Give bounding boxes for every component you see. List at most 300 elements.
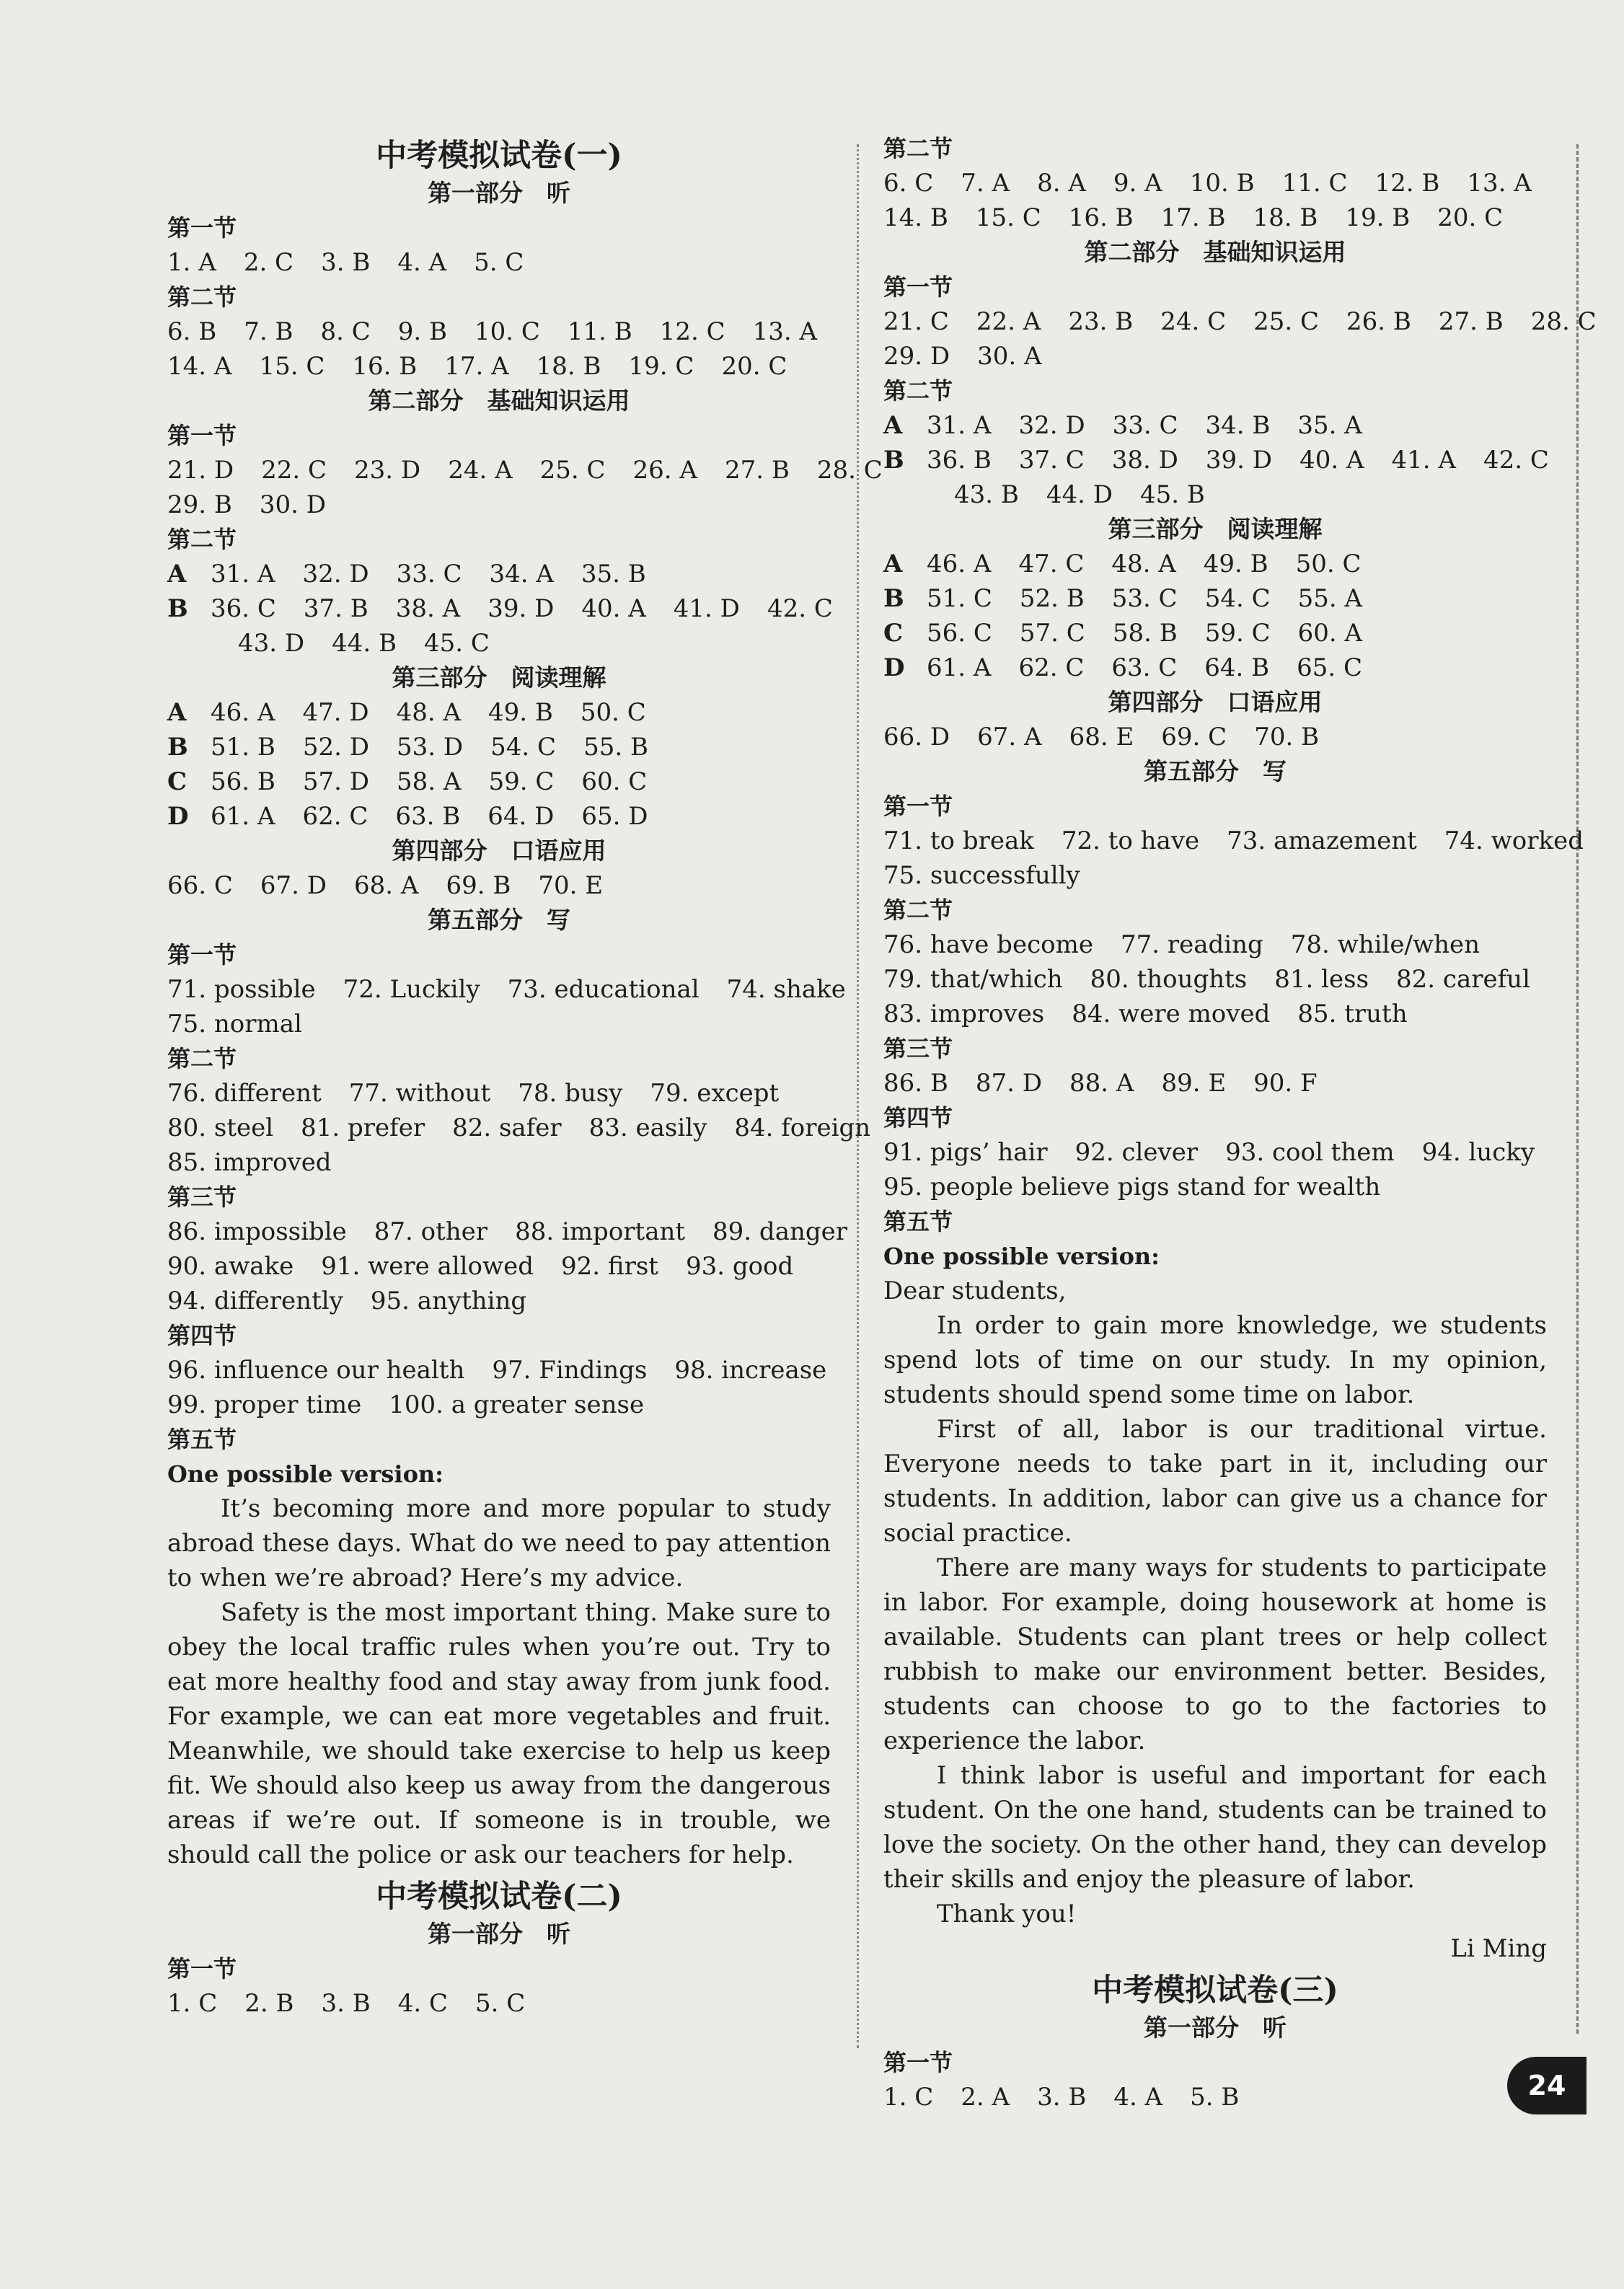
- answer-item: 99. proper time: [167, 1390, 362, 1419]
- answer-item: 79. that/which: [883, 965, 1063, 994]
- answer-item: 69. C: [1161, 723, 1227, 751]
- answer-row: [883, 477, 1547, 512]
- answer-item: 88. A: [1069, 1069, 1134, 1098]
- answer-item: 83. improves: [883, 1000, 1045, 1028]
- answer-item: 2. B: [244, 1989, 294, 2018]
- answer-row: [167, 1076, 831, 1111]
- right-column: [883, 131, 1597, 2114]
- answer-item: 57. D: [302, 767, 370, 796]
- answer-row: [883, 824, 1584, 858]
- section-label: 第一节: [883, 273, 953, 301]
- answer-item: 68. A: [354, 871, 419, 900]
- answer-item: 96. influence our health: [167, 1356, 465, 1385]
- answer-row: [167, 1111, 871, 1145]
- answer-item: 18. B: [536, 352, 601, 381]
- answer-item: 32. D: [1018, 411, 1085, 440]
- answer-item: 80. thoughts: [1090, 965, 1248, 994]
- section-label: 第一节: [167, 214, 237, 242]
- answer-row: [883, 962, 1547, 997]
- answer-item: 8. A: [1037, 169, 1086, 198]
- answer-item: 42. C: [767, 594, 833, 623]
- section-label: 第二节: [883, 896, 953, 924]
- answer-item: 43. D: [238, 629, 305, 658]
- answer-item: 63. C: [1111, 653, 1178, 682]
- answer-item: 98. increase: [674, 1356, 827, 1385]
- answer-item: 19. C: [628, 352, 694, 381]
- part4-heading: 第四部分 口语应用: [392, 837, 606, 865]
- answer-item: 72. Luckily: [343, 975, 480, 1004]
- answer-item: 36. C: [211, 594, 276, 623]
- answer-item: 11. B: [567, 317, 632, 346]
- answer-item: 5. C: [474, 248, 524, 277]
- answer-item: 31. A: [927, 411, 992, 440]
- answer-item: 2. A: [961, 2083, 1010, 2112]
- answer-item: 9. A: [1113, 169, 1162, 198]
- answer-item: 86. impossible: [167, 1217, 347, 1246]
- answer-item: 25. C: [1253, 307, 1320, 336]
- answer-item: 10. C: [474, 317, 540, 346]
- answer-item: 38. A: [395, 594, 461, 623]
- answer-row: [167, 314, 831, 349]
- answer-item: 65. D: [581, 802, 648, 831]
- answer-item: 20. C: [721, 352, 787, 381]
- part2-heading: 第二部分 基础知识运用: [368, 387, 630, 415]
- answer-item: 28. C: [1530, 307, 1597, 336]
- answer-row: [167, 557, 831, 591]
- answer-item: 15. C: [975, 203, 1041, 232]
- answer-item: 53. C: [1111, 584, 1178, 613]
- answer-item: 21. C: [883, 307, 949, 336]
- answer-row: [167, 626, 831, 661]
- answer-row: [883, 858, 1547, 893]
- exam2-part1-heading: 第一部分 听: [428, 1920, 570, 1948]
- answer-item: 78. busy: [518, 1079, 623, 1108]
- answer-item: 52. D: [302, 733, 370, 762]
- answer-item: 83. easily: [588, 1113, 707, 1142]
- answer-item: 84. were moved: [1072, 1000, 1271, 1028]
- essay-paragraph: There are many ways for students to participate in labor. For example, doing housework at home is available. Students can plant trees or help collect rubbish to make our environment better. Besides, students can choose to go to the factories to experience the labor.: [883, 1553, 1547, 1755]
- answer-row: [167, 730, 831, 764]
- answer-item: 67. A: [977, 723, 1042, 751]
- answer-item: 55. B: [583, 733, 648, 762]
- answer-row: [167, 695, 831, 730]
- answer-row: [167, 245, 831, 280]
- group-label: A: [883, 550, 903, 578]
- answer-item: 50. C: [580, 698, 646, 727]
- exam3-part1-heading: 第一部分 听: [1144, 2014, 1287, 2042]
- answer-item: 72. to have: [1061, 826, 1200, 855]
- answer-item: 75. normal: [167, 1010, 302, 1038]
- answer-item: 64. D: [487, 802, 555, 831]
- answer-item: 32. D: [302, 560, 369, 588]
- answer-item: 91. were allowed: [321, 1252, 534, 1281]
- answer-item: 90. F: [1253, 1069, 1318, 1098]
- answer-item: 85. truth: [1297, 1000, 1408, 1028]
- answer-item: 97. Findings: [492, 1356, 648, 1385]
- answer-row: [167, 1249, 831, 1284]
- answer-item: 46. A: [211, 698, 275, 727]
- answer-item: 39. D: [487, 594, 555, 623]
- answer-item: 73. amazement: [1227, 826, 1417, 855]
- answer-row: [883, 581, 1547, 616]
- section-label: 第一节: [167, 1955, 237, 1983]
- answer-item: 52. B: [1019, 584, 1085, 613]
- answer-item: 28. C: [816, 456, 883, 485]
- answer-item: 58. B: [1112, 619, 1178, 648]
- answer-item: 82. careful: [1396, 965, 1530, 994]
- section-label: 第五节: [167, 1426, 237, 1453]
- group-label: D: [883, 653, 905, 682]
- answer-item: 75. successfully: [883, 861, 1080, 890]
- section-label: 第二节: [167, 526, 237, 553]
- answer-item: 5. C: [475, 1989, 526, 2018]
- answer-item: 77. reading: [1120, 930, 1263, 959]
- answer-item: 34. A: [489, 560, 554, 588]
- part3-heading: 第三部分 阅读理解: [392, 663, 606, 692]
- answer-row: [167, 799, 831, 834]
- answer-item: 29. D: [883, 342, 950, 371]
- answer-item: 3. B: [321, 248, 371, 277]
- answer-item: 48. A: [1111, 550, 1176, 578]
- answer-item: 87. D: [975, 1069, 1043, 1098]
- answer-item: 16. B: [1068, 203, 1134, 232]
- answer-item: 10. B: [1189, 169, 1255, 198]
- answer-item: 51. C: [927, 584, 992, 613]
- answer-item: 23. B: [1068, 307, 1134, 336]
- section-label: 第一节: [167, 941, 237, 969]
- answer-item: 49. B: [1203, 550, 1268, 578]
- left-column: [167, 131, 883, 2021]
- answer-item: 13. A: [752, 317, 818, 346]
- answer-item: 4. C: [397, 1989, 448, 2018]
- answer-item: 13. A: [1467, 169, 1532, 198]
- answer-item: 42. C: [1483, 446, 1549, 475]
- answer-item: 89. E: [1161, 1069, 1227, 1098]
- answer-item: 95. people believe pigs stand for wealth: [883, 1173, 1381, 1201]
- section-label: 第四节: [167, 1322, 237, 1349]
- answer-item: 76. different: [167, 1079, 322, 1108]
- answer-item: 4. A: [397, 248, 447, 277]
- answer-item: 26. A: [632, 456, 697, 485]
- answer-item: 60. C: [581, 767, 648, 796]
- answer-item: 24. C: [1160, 307, 1227, 336]
- answer-item: 18. B: [1253, 203, 1318, 232]
- answer-item: 7. A: [961, 169, 1010, 198]
- answer-item: 63. B: [395, 802, 461, 831]
- page-number: 24: [1507, 2057, 1587, 2114]
- answer-item: 54. C: [1204, 584, 1271, 613]
- page-edge-guide: [1576, 144, 1579, 2034]
- answer-row: [883, 304, 1597, 339]
- answer-item: 94. lucky: [1421, 1138, 1535, 1167]
- answer-row: [883, 1135, 1547, 1170]
- answer-row: [167, 453, 883, 488]
- answer-item: 22. A: [976, 307, 1041, 336]
- answer-item: 3. B: [321, 1989, 371, 2018]
- answer-row: [167, 488, 831, 522]
- answer-item: 36. B: [927, 446, 992, 475]
- answer-item: 66. C: [167, 871, 233, 900]
- answer-item: 6. C: [883, 169, 934, 198]
- answer-item: 81. prefer: [301, 1113, 425, 1142]
- section-label: 第一节: [883, 793, 953, 820]
- answer-item: 86. B: [883, 1069, 948, 1098]
- answer-item: 49. B: [488, 698, 553, 727]
- part5-heading: 第五部分 写: [428, 906, 570, 934]
- answer-item: 21. D: [167, 456, 234, 485]
- answer-item: 22. C: [261, 456, 327, 485]
- answer-item: 27. B: [1438, 307, 1504, 336]
- group-label: A: [883, 411, 903, 440]
- group-label: C: [167, 767, 187, 796]
- answer-item: 54. C: [490, 733, 557, 762]
- group-label: C: [883, 619, 904, 648]
- answer-item: 79. except: [650, 1079, 780, 1108]
- answer-row: [883, 650, 1547, 685]
- letter-signature: Li Ming: [1450, 1934, 1547, 1963]
- answer-item: 40. A: [581, 594, 646, 623]
- answer-item: 1. C: [883, 2083, 934, 2112]
- answer-item: 74. worked: [1444, 826, 1584, 855]
- answer-item: 61. A: [211, 802, 275, 831]
- section-label: 第三节: [883, 1035, 953, 1062]
- answer-item: 90. awake: [167, 1252, 294, 1281]
- letter-greeting: Dear students,: [883, 1276, 1067, 1305]
- group-label: B: [883, 584, 904, 613]
- answer-item: 37. B: [303, 594, 369, 623]
- answer-item: 100. a greater sense: [389, 1390, 645, 1419]
- answer-item: 44. B: [332, 629, 397, 658]
- answer-item: 39. D: [1205, 446, 1273, 475]
- answer-item: 47. D: [302, 698, 369, 727]
- answer-item: 95. anything: [370, 1287, 527, 1315]
- essay-paragraph: Safety is the most important thing. Make sure to obey the local traffic rules when you’re out. Try to eat more healthy food and stay away from junk food. For example, we can eat more vegetables and fruit. Meanwhile, we should take exercise to help us keep fit. We should also keep us away from the dangerous areas if we’re out. If someone is in trouble, we should call the police or ask our teachers for help.: [167, 1598, 831, 1869]
- part5-heading: 第五部分 写: [1144, 757, 1287, 785]
- part3-heading: 第三部分 阅读理解: [1108, 515, 1323, 543]
- answer-item: 44. D: [1046, 480, 1113, 509]
- exam1-title: 中考模拟试卷(一): [376, 138, 622, 174]
- answer-item: 40. A: [1299, 446, 1364, 475]
- answer-item: 57. C: [1019, 619, 1085, 648]
- answer-item: 60. A: [1297, 619, 1363, 648]
- essay-paragraph: In order to gain more knowledge, we students spend lots of time on our study. In my opinion, students should spend some time on labor.: [883, 1311, 1547, 1409]
- section-label: 第二节: [167, 1045, 237, 1072]
- group-label: A: [167, 698, 187, 727]
- answer-item: 93. good: [685, 1252, 794, 1281]
- answer-row: [167, 1284, 831, 1318]
- answer-item: 87. other: [374, 1217, 488, 1246]
- answer-item: 68. E: [1069, 723, 1134, 751]
- answer-row: [167, 868, 831, 903]
- answer-row: [167, 1007, 831, 1041]
- answer-item: 92. first: [561, 1252, 658, 1281]
- answer-item: 15. C: [259, 352, 325, 381]
- answer-item: 25. C: [539, 456, 606, 485]
- answer-item: 77. without: [348, 1079, 491, 1108]
- group-label: B: [167, 594, 188, 623]
- answer-row: [167, 1388, 831, 1422]
- section-label: 第二节: [883, 135, 953, 162]
- answer-item: 33. C: [1112, 411, 1178, 440]
- answer-item: 62. C: [1018, 653, 1085, 682]
- answer-item: 35. A: [1297, 411, 1362, 440]
- version-label: One possible version:: [167, 1460, 443, 1488]
- answer-item: 71. to break: [883, 826, 1034, 855]
- answer-row: [883, 443, 1547, 477]
- answer-item: 17. B: [1160, 203, 1226, 232]
- answer-item: 1. A: [167, 248, 216, 277]
- answer-item: 73. educational: [507, 975, 700, 1004]
- part2-heading: 第二部分 基础知识运用: [1084, 238, 1346, 266]
- answer-item: 53. D: [397, 733, 464, 762]
- group-label: A: [167, 560, 187, 588]
- answer-item: 23. D: [354, 456, 421, 485]
- answer-row: [167, 764, 831, 799]
- essay-paragraph: It’s becoming more and more popular to study abroad these days. What do we need to pay attention to when we’re abroad? Here’s my advice.: [167, 1494, 831, 1592]
- answer-item: 33. C: [396, 560, 462, 588]
- answer-row: [883, 408, 1547, 443]
- answer-row: [883, 1170, 1547, 1204]
- answer-item: 35. B: [581, 560, 646, 588]
- answer-item: 70. B: [1254, 723, 1320, 751]
- exam1-part1-heading: 第一部分 听: [428, 179, 570, 207]
- answer-item: 76. have become: [883, 930, 1093, 959]
- answer-item: 45. B: [1140, 480, 1205, 509]
- letter-closing: Thank you!: [937, 1900, 1077, 1928]
- answer-item: 56. C: [927, 619, 992, 648]
- answer-item: 66. D: [883, 723, 950, 751]
- answer-item: 17. A: [444, 352, 509, 381]
- group-label: B: [167, 733, 188, 762]
- part4-heading: 第四部分 口语应用: [1108, 688, 1323, 716]
- answer-item: 50. C: [1295, 550, 1362, 578]
- section-label: 第一节: [167, 422, 237, 449]
- answer-item: 37. C: [1018, 446, 1085, 475]
- answer-row: [883, 616, 1547, 650]
- column-divider: [857, 144, 859, 2048]
- answer-row: [883, 547, 1547, 581]
- answer-row: [167, 1214, 847, 1249]
- answer-row: [883, 927, 1547, 962]
- answer-row: [167, 972, 846, 1007]
- answer-item: 61. A: [927, 653, 992, 682]
- answer-row: [883, 200, 1547, 235]
- answer-item: 46. A: [927, 550, 992, 578]
- answer-row: [883, 997, 1547, 1031]
- answer-item: 14. B: [883, 203, 948, 232]
- answer-row: [167, 349, 831, 384]
- answer-item: 91. pigs’ hair: [883, 1138, 1048, 1167]
- answer-item: 4. A: [1113, 2083, 1163, 2112]
- section-label: 第三节: [167, 1183, 237, 1211]
- section-label: 第五节: [883, 1208, 953, 1235]
- answer-item: 26. B: [1346, 307, 1411, 336]
- answer-item: 41. A: [1391, 446, 1456, 475]
- answer-item: 6. B: [167, 317, 217, 346]
- exam3-title: 中考模拟试卷(三): [1092, 1972, 1338, 2008]
- answer-item: 30. A: [977, 342, 1042, 371]
- answer-item: 85. improved: [167, 1148, 332, 1177]
- answer-item: 16. B: [352, 352, 418, 381]
- answer-item: 45. C: [424, 629, 490, 658]
- essay-paragraph: I think labor is useful and important for each student. On the one hand, students can be trained to love the society. On the other hand, they can develop their skills and enjoy the pleasure of labor.: [883, 1761, 1547, 1894]
- answer-item: 41. D: [673, 594, 740, 623]
- answer-item: 27. B: [724, 456, 790, 485]
- answer-row: [167, 591, 831, 626]
- answer-item: 58. A: [397, 767, 462, 796]
- answer-item: 2. C: [243, 248, 294, 277]
- answer-item: 69. B: [446, 871, 511, 900]
- answer-item: 7. B: [244, 317, 294, 346]
- answer-row: [883, 166, 1547, 200]
- answer-item: 1. C: [167, 1989, 218, 2018]
- answer-item: 11. C: [1281, 169, 1348, 198]
- answer-item: 74. shake: [726, 975, 846, 1004]
- answer-item: 5. B: [1190, 2083, 1240, 2112]
- answer-row: [883, 339, 1547, 374]
- answer-item: 47. C: [1018, 550, 1085, 578]
- answer-item: 51. B: [211, 733, 275, 762]
- answer-item: 48. A: [396, 698, 462, 727]
- answer-item: 71. possible: [167, 975, 316, 1004]
- answer-item: 93. cool them: [1225, 1138, 1395, 1167]
- answer-item: 12. C: [659, 317, 725, 346]
- answer-item: 59. C: [488, 767, 555, 796]
- answer-item: 9. B: [397, 317, 447, 346]
- answer-item: 59. C: [1204, 619, 1271, 648]
- answer-item: 30. D: [259, 490, 327, 519]
- answer-row: [883, 720, 1547, 754]
- answer-item: 62. C: [302, 802, 369, 831]
- answer-row: [883, 1066, 1547, 1101]
- section-label: 第二节: [167, 283, 237, 311]
- answer-item: 3. B: [1037, 2083, 1087, 2112]
- answer-item: 81. less: [1274, 965, 1369, 994]
- section-label: 第四节: [883, 1104, 953, 1132]
- answer-row: [167, 1986, 831, 2021]
- answer-item: 65. C: [1297, 653, 1363, 682]
- answer-item: 64. B: [1204, 653, 1270, 682]
- answer-item: 89. danger: [712, 1217, 847, 1246]
- answer-item: 56. B: [211, 767, 275, 796]
- answer-item: 12. B: [1374, 169, 1440, 198]
- answer-item: 8. C: [320, 317, 371, 346]
- answer-item: 88. important: [515, 1217, 686, 1246]
- answer-item: 20. C: [1437, 203, 1504, 232]
- answer-row: [167, 1353, 831, 1388]
- section-label: 第一节: [883, 2049, 953, 2076]
- section-label: 第二节: [883, 377, 953, 405]
- answer-item: 55. A: [1297, 584, 1363, 613]
- group-label: D: [167, 802, 189, 831]
- answer-item: 70. E: [538, 871, 604, 900]
- answer-item: 67. D: [260, 871, 327, 900]
- answer-item: 84. foreign: [734, 1113, 871, 1142]
- answer-item: 34. B: [1205, 411, 1271, 440]
- answer-item: 78. while/when: [1290, 930, 1480, 959]
- version-label: One possible version:: [883, 1243, 1160, 1270]
- answer-item: 19. B: [1345, 203, 1411, 232]
- answer-row: [167, 1145, 831, 1180]
- answer-item: 43. B: [954, 480, 1019, 509]
- group-label: B: [883, 446, 904, 475]
- answer-item: 24. A: [448, 456, 513, 485]
- answer-item: 92. clever: [1074, 1138, 1199, 1167]
- answer-item: 31. A: [211, 560, 275, 588]
- answer-item: 14. A: [167, 352, 232, 381]
- essay-paragraph: First of all, labor is our traditional virtue. Everyone needs to take part in it, including our students. In addition, labor can give us a chance for social practice.: [883, 1415, 1547, 1548]
- answer-item: 82. safer: [452, 1113, 562, 1142]
